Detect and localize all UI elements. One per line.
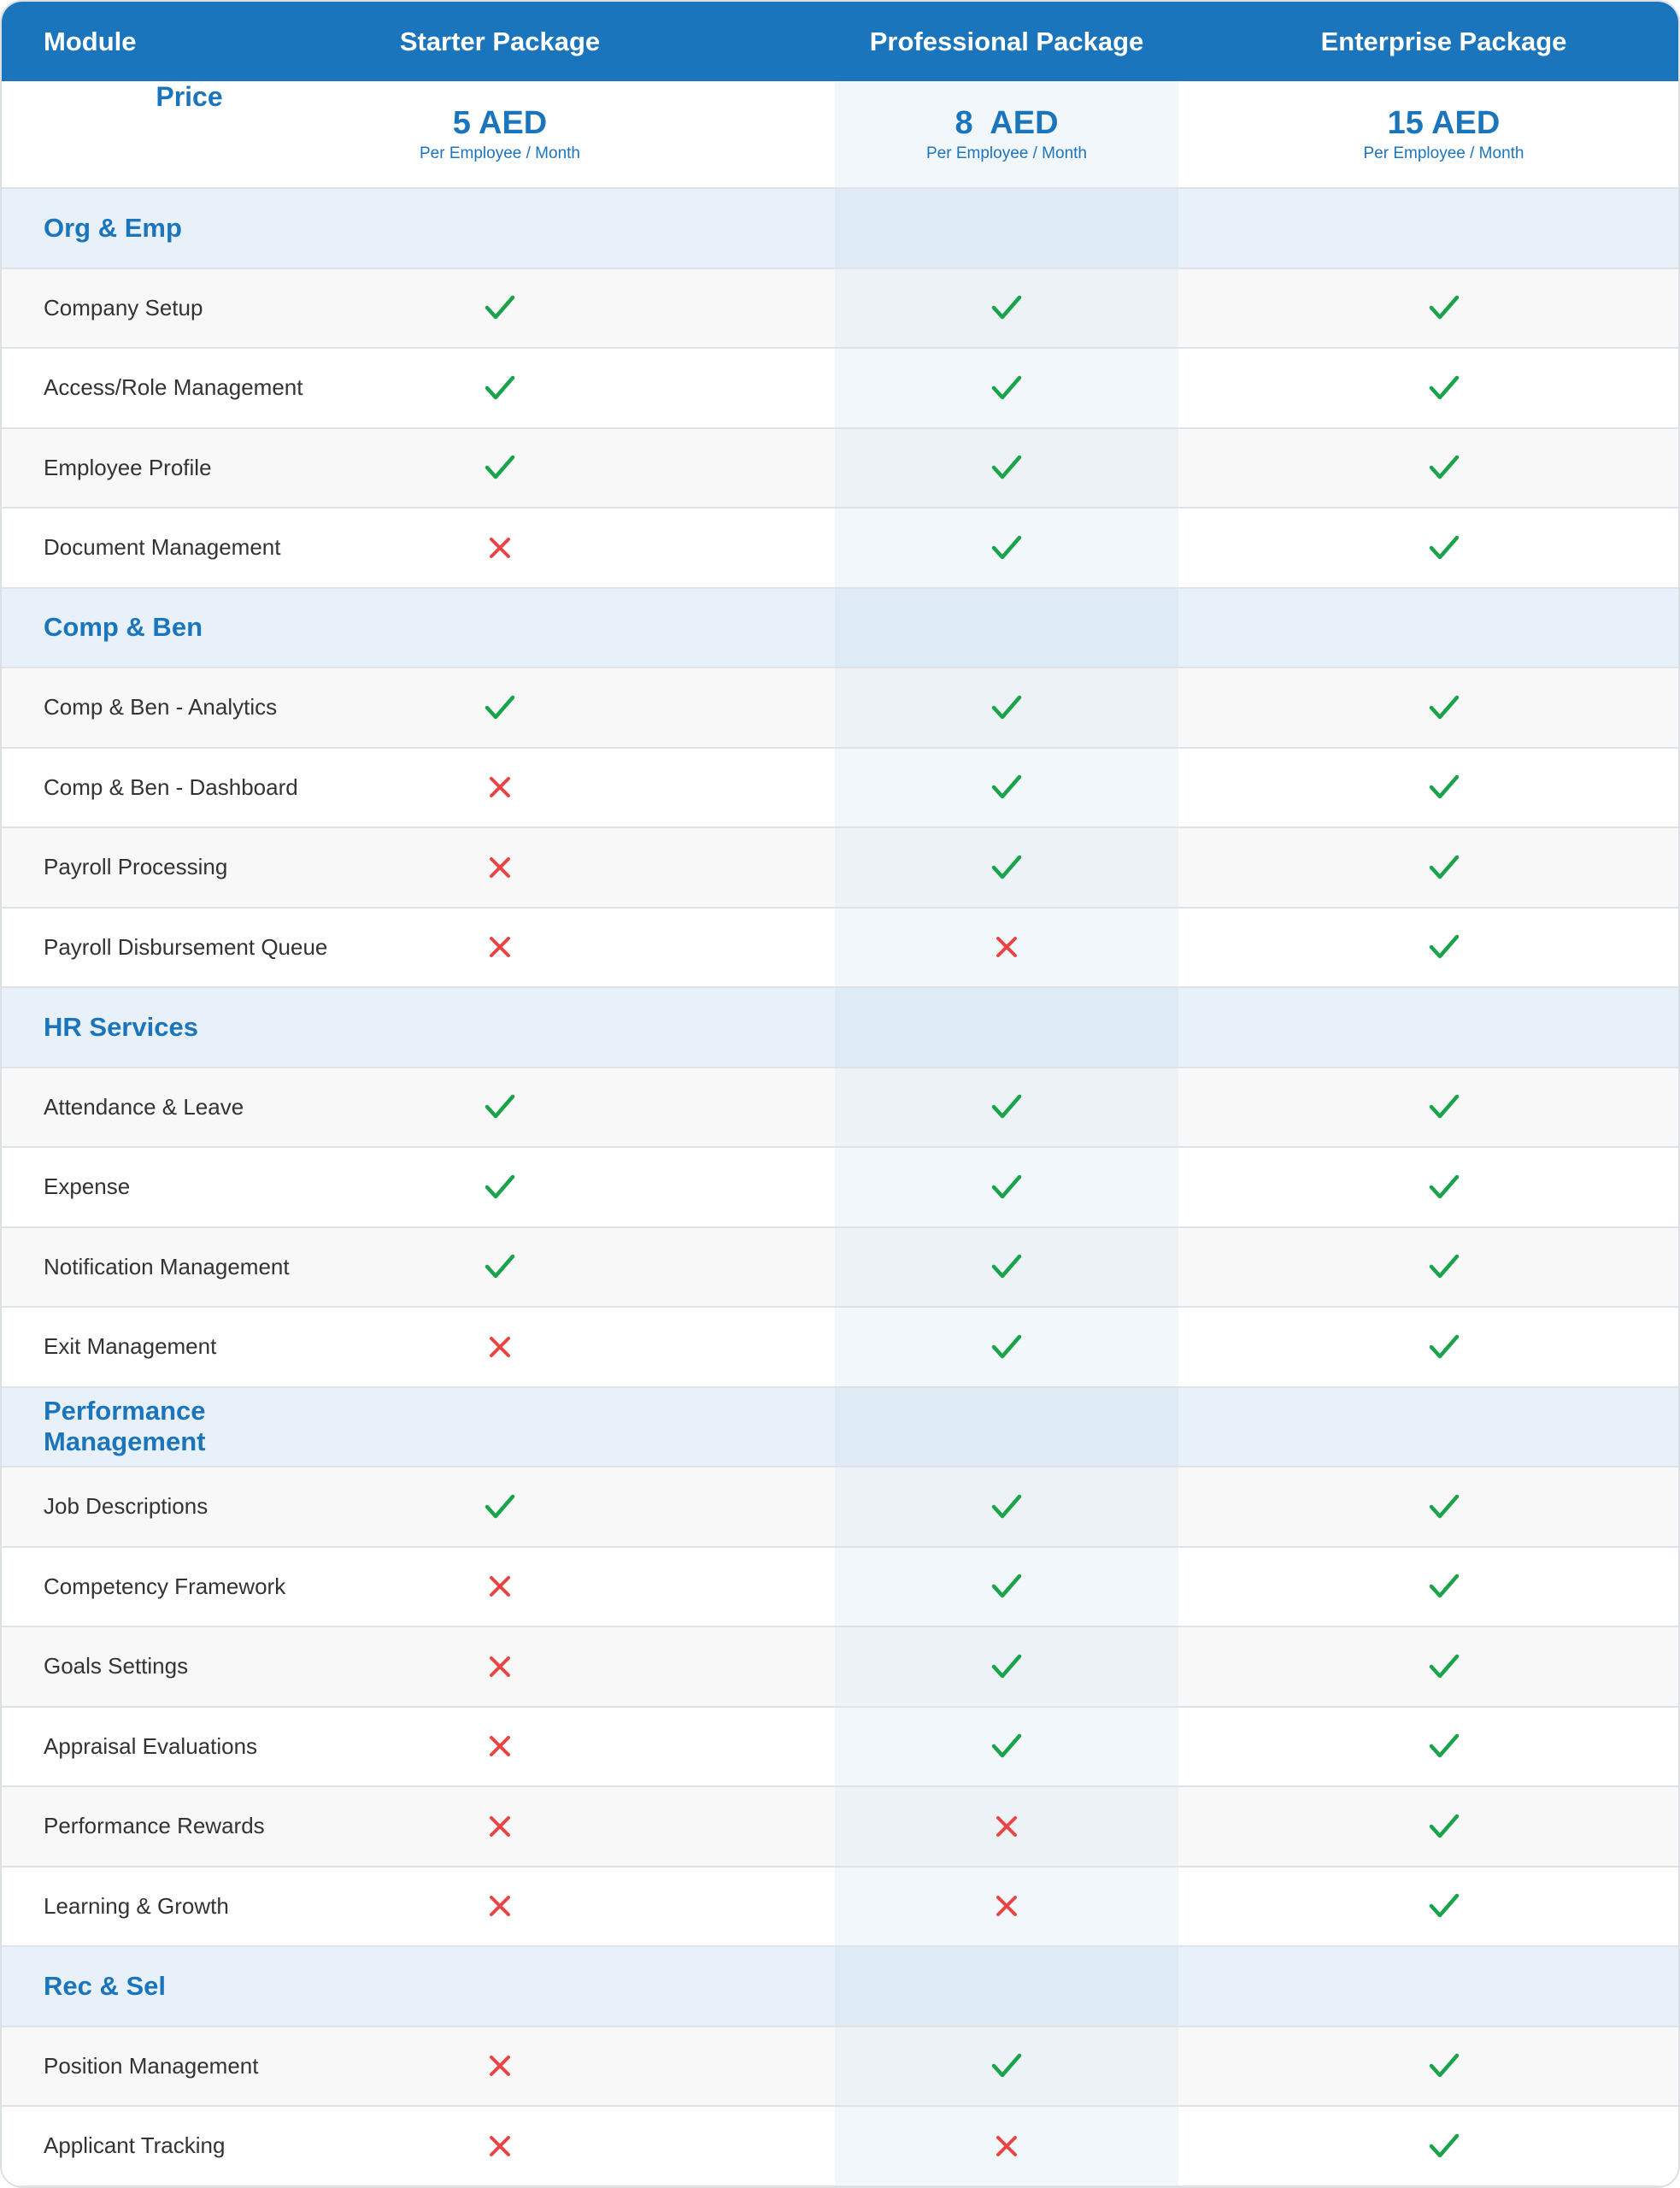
feature-name: Access/Role Management (44, 374, 303, 401)
check-icon (835, 509, 1178, 587)
check-icon (335, 1228, 665, 1307)
table-row (2, 2107, 1678, 2187)
section-cell (835, 1388, 1178, 1467)
check-icon (1178, 1787, 1680, 1866)
cross-icon (835, 2107, 1178, 2185)
price-label: Price (156, 81, 223, 112)
check-icon (835, 1708, 1178, 1786)
table-row (2, 1708, 1678, 1788)
check-icon (1178, 749, 1680, 827)
check-icon (1178, 2027, 1680, 2106)
check-icon (835, 828, 1178, 907)
cross-icon (335, 1308, 665, 1386)
check-icon (835, 2027, 1178, 2106)
feature-name: Payroll Disbursement Queue (44, 933, 328, 960)
table-row (2, 509, 1678, 589)
check-icon (1178, 349, 1680, 427)
section-cell (835, 1947, 1178, 2026)
price-amount: 8 AED (955, 105, 1059, 141)
price-professional (835, 81, 1178, 187)
feature-name: Employee Profile (44, 454, 212, 480)
check-icon (835, 1548, 1178, 1626)
feature-name: Exit Management (44, 1333, 217, 1360)
header-enterprise: Enterprise Package (1320, 26, 1567, 56)
price-unit: Per Employee / Month (420, 144, 580, 162)
section-cell (335, 589, 665, 668)
cross-icon (335, 1867, 665, 1946)
table-row (2, 1467, 1678, 1548)
check-icon (835, 269, 1178, 348)
section-cell (1178, 589, 1680, 668)
table-row (2, 749, 1678, 829)
check-icon (335, 429, 665, 508)
section-row (2, 1388, 1678, 1468)
feature-name: Attendance & Leave (44, 1093, 244, 1120)
check-icon (1178, 1708, 1680, 1786)
price-amount: 5 AED (452, 105, 548, 141)
table-row (2, 1068, 1678, 1149)
section-title: HR Services (44, 1011, 198, 1042)
header-starter: Starter Package (399, 26, 601, 56)
section-row (2, 189, 1678, 269)
header-module: Module (44, 26, 137, 56)
feature-name: Comp & Ben - Analytics (44, 694, 278, 721)
feature-name: Position Management (44, 2052, 259, 2079)
section-title: Rec & Sel (44, 1970, 167, 2001)
section-cell (1178, 1947, 1680, 2026)
table-header (2, 2, 1678, 81)
check-icon (335, 349, 665, 427)
check-icon (1178, 668, 1680, 747)
cross-icon (835, 1787, 1178, 1866)
section-cell (835, 189, 1178, 268)
section-cell (1178, 1388, 1680, 1467)
check-icon (1178, 909, 1680, 987)
cross-icon (835, 1867, 1178, 1946)
check-icon (1178, 828, 1680, 907)
feature-name: Appraisal Evaluations (44, 1732, 258, 1759)
table-row (2, 269, 1678, 350)
section-title: Comp & Ben (44, 612, 203, 643)
feature-name: Expense (44, 1173, 131, 1200)
check-icon (835, 1467, 1178, 1546)
table-row (2, 828, 1678, 909)
section-cell (335, 189, 665, 268)
check-icon (1178, 509, 1680, 587)
feature-name: Payroll Processing (44, 854, 228, 880)
price-unit: Per Employee / Month (1363, 144, 1524, 162)
section-cell (1178, 988, 1680, 1067)
check-icon (335, 269, 665, 348)
cross-icon (335, 909, 665, 987)
table-row (2, 1787, 1678, 1867)
price-row (2, 81, 1678, 189)
section-title: Org & Emp (44, 212, 182, 243)
cross-icon (335, 1787, 665, 1866)
check-icon (335, 1467, 665, 1546)
cross-icon (335, 1627, 665, 1706)
section-title: Performance Management (44, 1396, 206, 1457)
check-icon (1178, 1627, 1680, 1706)
table-row (2, 909, 1678, 989)
check-icon (1178, 269, 1680, 348)
section-cell (1178, 189, 1680, 268)
cross-icon (335, 828, 665, 907)
check-icon (1178, 1228, 1680, 1307)
table-row (2, 349, 1678, 429)
feature-name: Document Management (44, 534, 281, 561)
cross-icon (335, 749, 665, 827)
check-icon (1178, 1548, 1680, 1626)
feature-name: Comp & Ben - Dashboard (44, 773, 298, 800)
check-icon (1178, 1867, 1680, 1946)
check-icon (835, 1228, 1178, 1307)
table-row (2, 1148, 1678, 1228)
table-body (2, 189, 1678, 2187)
check-icon (1178, 1068, 1680, 1147)
table-row (2, 1548, 1678, 1628)
check-icon (835, 349, 1178, 427)
cross-icon (335, 509, 665, 587)
section-cell (335, 1388, 665, 1467)
check-icon (835, 1148, 1178, 1226)
table-row (2, 1867, 1678, 1948)
header-professional: Professional Package (869, 26, 1144, 56)
table-row (2, 429, 1678, 509)
price-starter (335, 81, 665, 187)
check-icon (1178, 2107, 1680, 2185)
feature-name: Company Setup (44, 294, 203, 321)
check-icon (835, 1068, 1178, 1147)
table-row (2, 1228, 1678, 1309)
check-icon (835, 1627, 1178, 1706)
section-row (2, 1947, 1678, 2027)
section-cell (835, 988, 1178, 1067)
price-unit: Per Employee / Month (926, 144, 1087, 162)
section-cell (335, 988, 665, 1067)
cross-icon (335, 1548, 665, 1626)
check-icon (835, 1308, 1178, 1386)
check-icon (335, 1068, 665, 1147)
check-icon (1178, 1308, 1680, 1386)
table-row (2, 668, 1678, 749)
feature-name: Notification Management (44, 1253, 290, 1279)
check-icon (1178, 1148, 1680, 1226)
cross-icon (835, 909, 1178, 987)
check-icon (335, 1148, 665, 1226)
feature-name: Goals Settings (44, 1653, 189, 1679)
price-amount: 15 AED (1387, 105, 1501, 141)
check-icon (1178, 1467, 1680, 1546)
check-icon (835, 429, 1178, 508)
cross-icon (335, 1708, 665, 1786)
table-row (2, 2027, 1678, 2108)
feature-name: Applicant Tracking (44, 2132, 226, 2159)
check-icon (335, 668, 665, 747)
feature-name: Job Descriptions (44, 1493, 209, 1520)
feature-name: Competency Framework (44, 1573, 286, 1599)
check-icon (835, 749, 1178, 827)
check-icon (1178, 429, 1680, 508)
section-row (2, 589, 1678, 669)
check-icon (835, 668, 1178, 747)
section-row (2, 988, 1678, 1068)
cross-icon (335, 2027, 665, 2106)
table-row (2, 1627, 1678, 1708)
section-cell (835, 589, 1178, 668)
section-cell (335, 1947, 665, 2026)
feature-name: Performance Rewards (44, 1813, 265, 1839)
feature-name: Learning & Growth (44, 1892, 229, 1919)
price-enterprise (1178, 81, 1680, 187)
cross-icon (335, 2107, 665, 2185)
table-row (2, 1308, 1678, 1388)
